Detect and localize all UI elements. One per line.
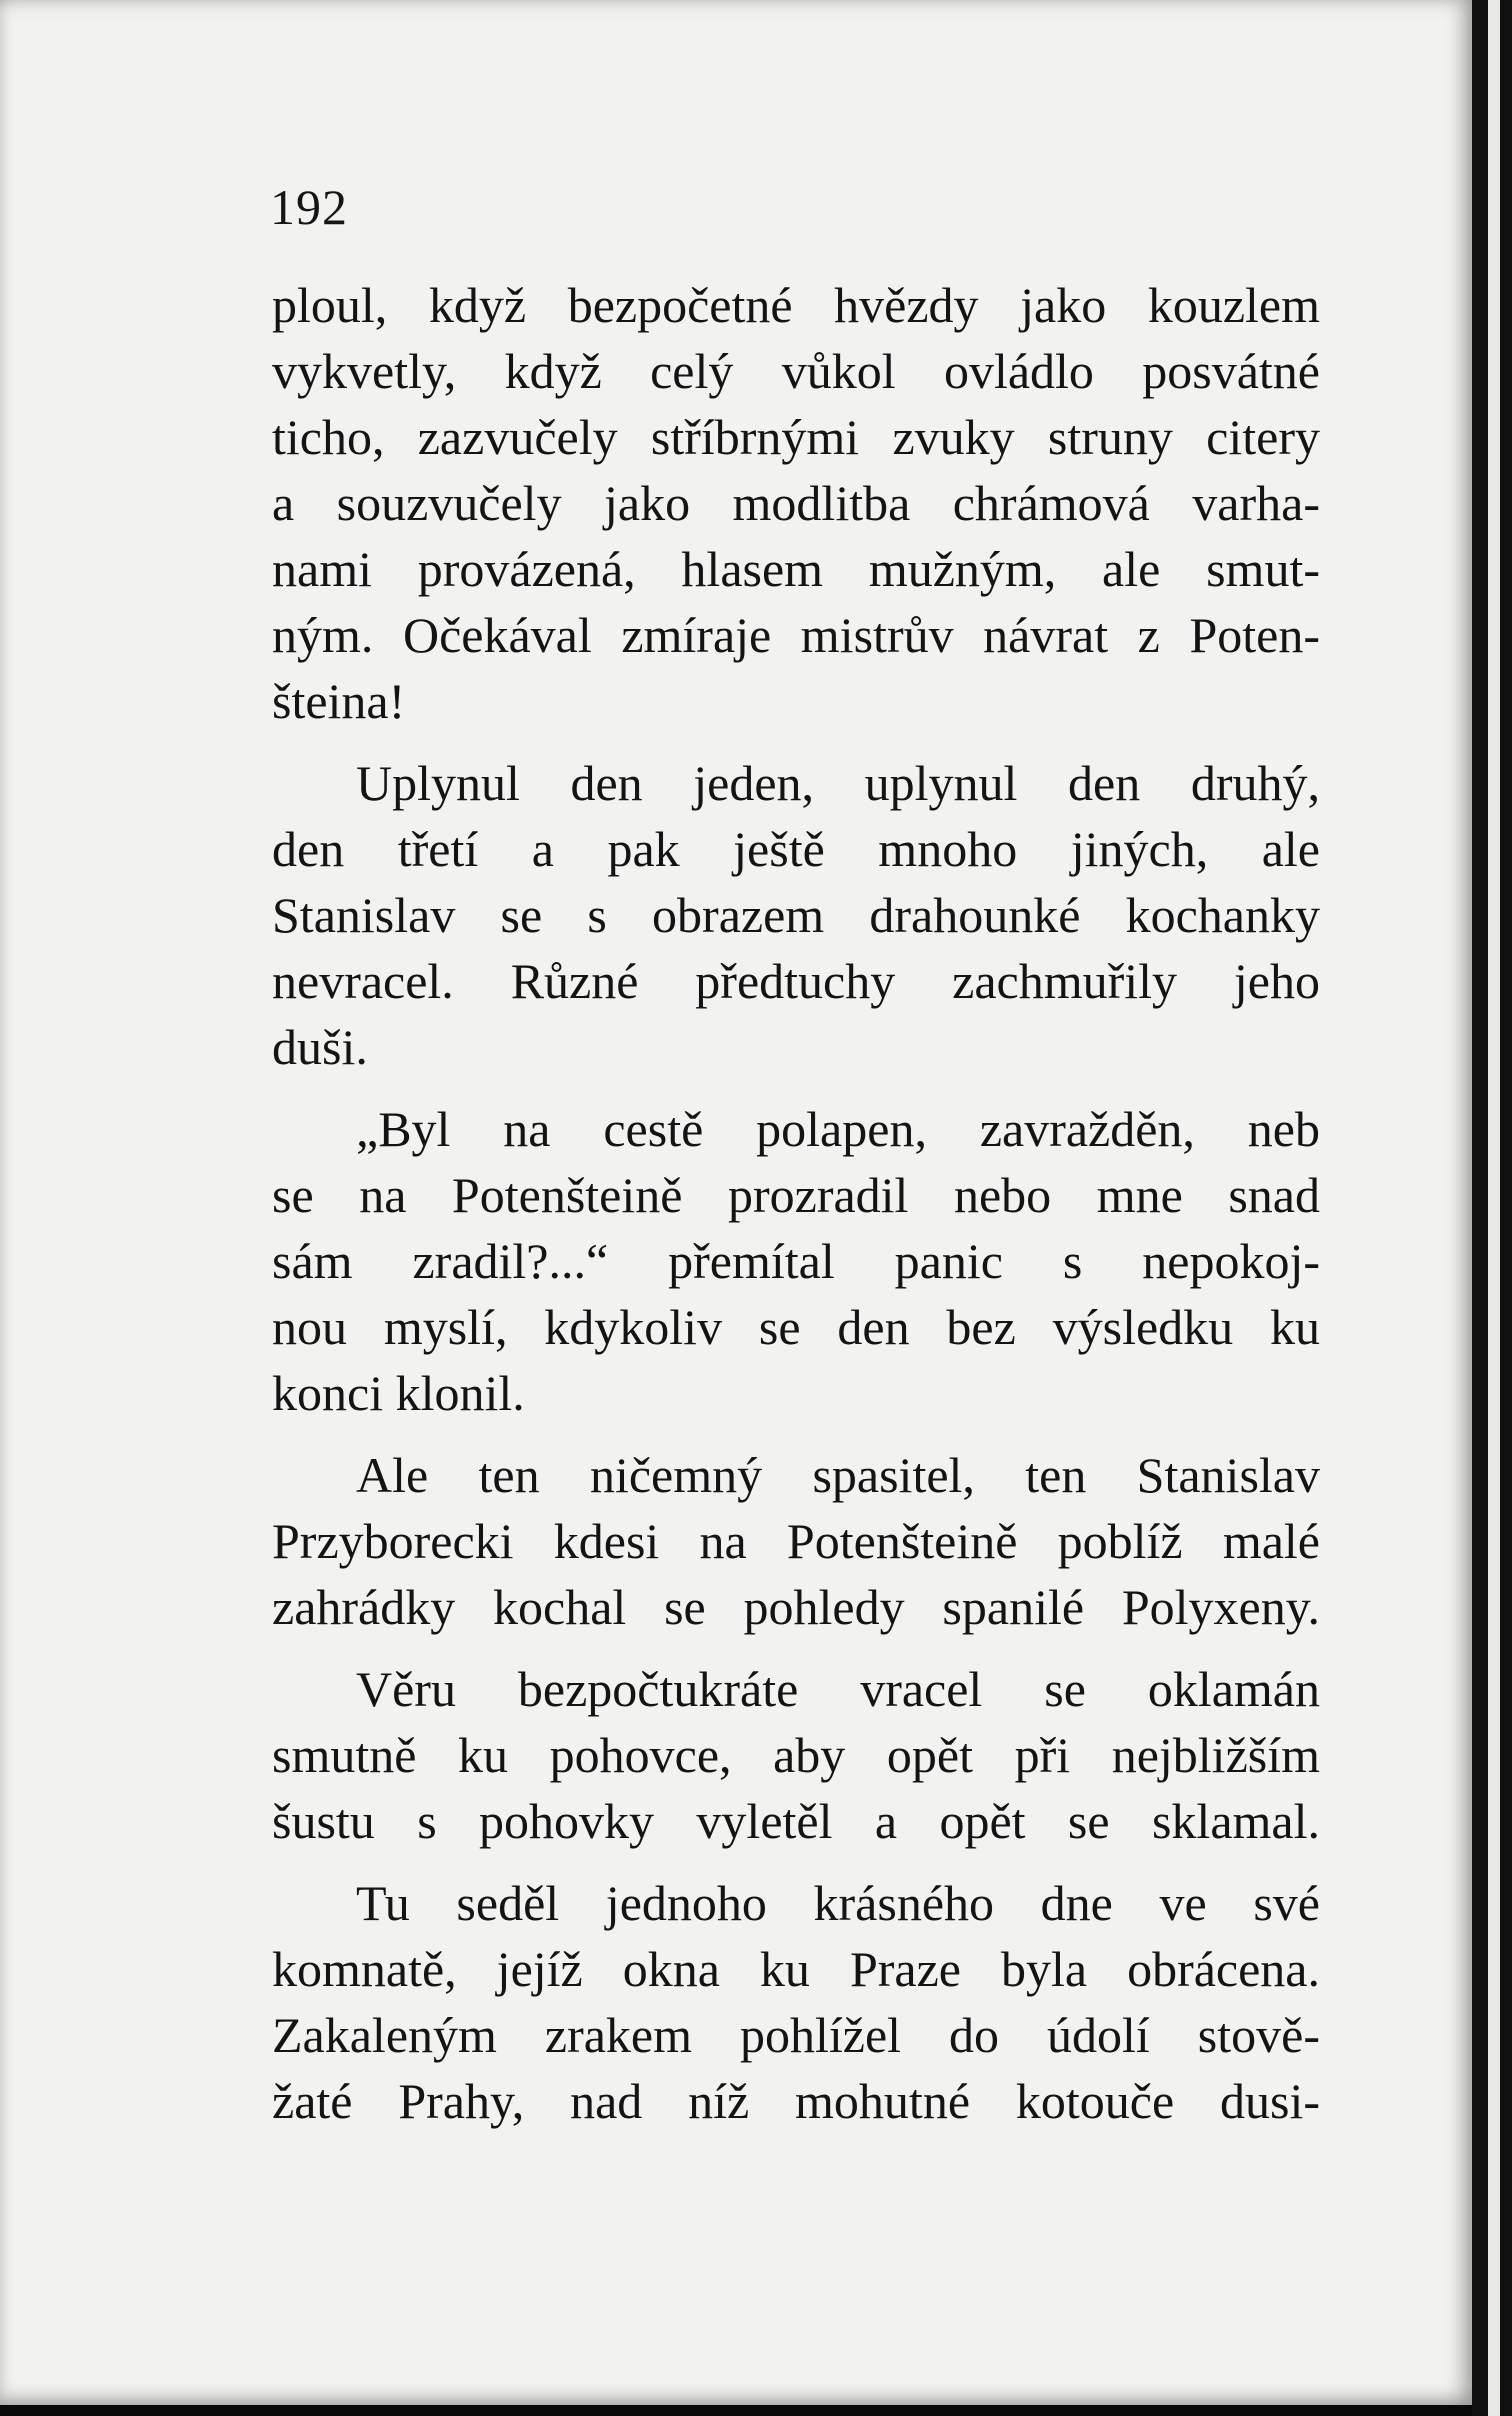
- paragraph: [272, 750, 1320, 1080]
- paragraph: [272, 1096, 1320, 1426]
- text-line: zahrádky kochal se pohledy spanilé Polyxeny.: [272, 1579, 1320, 1635]
- text-line: šteina!: [272, 673, 406, 729]
- text-line: se na Potenšteině prozradil nebo mne snad: [272, 1167, 1320, 1223]
- text-line: komnatě, jejíž okna ku Praze byla obrácena.: [272, 1941, 1320, 1997]
- text-line: žaté Prahy, nad níž mohutné kotouče dusi-: [272, 2073, 1320, 2129]
- text-line: Stanislav se s obrazem drahounké kochanky: [272, 887, 1320, 943]
- text-line: a souzvučely jako modlitba chrámová varha-: [272, 475, 1320, 531]
- text-line: nevracel. Různé předtuchy zachmuřily jeho: [272, 953, 1320, 1009]
- text-line: ticho, zazvučely stříbrnými zvuky struny citery: [272, 409, 1320, 465]
- text-line: nami provázená, hlasem mužným, ale smut-: [272, 541, 1320, 597]
- text-line: Uplynul den jeden, uplynul den druhý,: [356, 755, 1320, 811]
- body-text: [272, 272, 1320, 2150]
- text-line: ným. Očekával zmíraje mistrův návrat z Poten-: [272, 607, 1320, 663]
- text-line: den třetí a pak ještě mnoho jiných, ale: [272, 821, 1320, 877]
- text-line: duši.: [272, 1019, 368, 1075]
- page-number: 192: [270, 179, 348, 235]
- text-line: sám zradil?...“ přemítal panic s nepokoj-: [272, 1233, 1320, 1289]
- text-line: smutně ku pohovce, aby opět při nejbližším: [272, 1727, 1320, 1783]
- text-line: Ale ten ničemný spasitel, ten Stanislav: [356, 1447, 1320, 1503]
- text-line: šustu s pohovky vyletěl a opět se sklamal.: [272, 1793, 1320, 1849]
- text-line: nou myslí, kdykoliv se den bez výsledku ku: [272, 1299, 1320, 1355]
- text-line: Zakaleným zrakem pohlížel do údolí stově-: [272, 2007, 1320, 2063]
- paragraph: [272, 1442, 1320, 1640]
- text-line: vykvetly, když celý vůkol ovládlo posvátné: [272, 343, 1320, 399]
- text-line: „Byl na cestě polapen, zavražděn, neb: [356, 1101, 1320, 1157]
- text-line: Przyborecki kdesi na Potenšteině poblíž malé: [272, 1513, 1320, 1569]
- text-line: ploul, když bezpočetné hvězdy jako kouzlem: [272, 277, 1320, 333]
- adjacent-page-strip: [1488, 0, 1500, 2416]
- paragraph: [272, 1870, 1320, 2134]
- paragraph: [272, 1656, 1320, 1854]
- text-line: konci klonil.: [272, 1365, 525, 1421]
- text-line: Věru bezpočtukráte vracel se oklamán: [356, 1661, 1320, 1717]
- text-line: Tu seděl jednoho krásného dne ve své: [356, 1875, 1320, 1931]
- paragraph: [272, 272, 1320, 734]
